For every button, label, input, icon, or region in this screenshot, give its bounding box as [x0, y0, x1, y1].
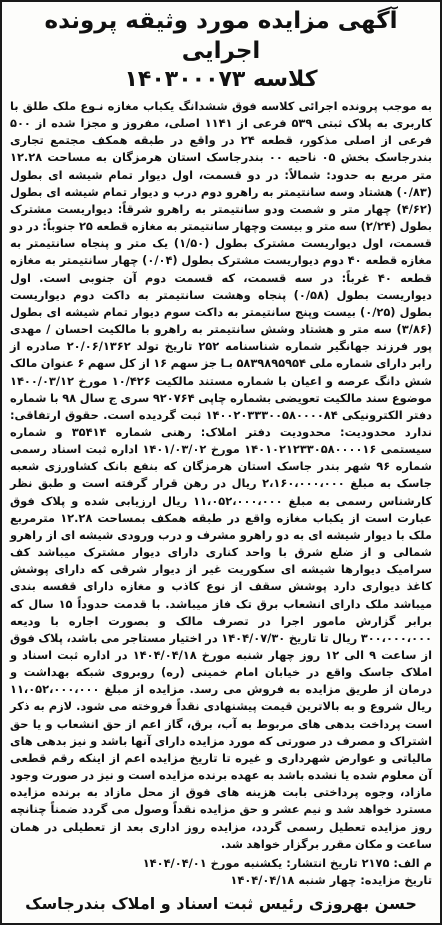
signature-line: حسن بهروزی رئیس ثبت اسناد و املاک بندرجاسک	[25, 894, 417, 913]
publication-line: م الف: ۲۱۷۵ تاریخ انتشار: یکشنبه مورخ ۱۴۰۴/۰۴/۰۱	[142, 855, 432, 870]
auction-date-line: تاریخ مزایده: چهار شنبه ۱۴۰۴/۰۴/۱۸	[230, 872, 432, 887]
notice-title: آگهی مزایده مورد وثیقه پرونده اجرایی	[44, 8, 398, 64]
publication-info	[10, 855, 432, 889]
file-number: کلاسه ۱۴۰۳۰۰۰۷۳	[124, 67, 318, 92]
notice-body: به موجب پرونده اجرائی کلاسه فوق ششدانگ یکباب مغازه نـوع ملک طلق با کاربری به پلاک ثبتی ۵۳۹ فرعی از ۱۱۴۱ اصلی، مفروز و مجزا شده از ۵۰۰ فرعی از اصلی مذکور، قطعه ۲۴ در واقع در طبقه همکف مجتمع تجاری بندرجاسک بخش ۰۵ ناحیه ۰۰ بندرجاسک استان هرمزگان به مساحت ۱۲.۲۸ متر مربع به حدود: شمالاً: در دو قسمت، اول دیوار تمام شیشه ای بطول (۰/۸۳) هشتاد وسه سانتیمتر به راهرو دوم درب و دیوار تمام شیشه ای بطول (۴/۶۲) چهار متر و شصت ودو سانتیمتر به راهرو شرقاً: دیواریست مشترک بطول (۲/۲۴) سه متر و بیست وچهار سانتیمتر به مغازه قطعه ۲۵ جنوباً: در دو قسمت، اول دیواریست مشترک بطول (۱/۵۰) یک متر و پنجاه سانتیمتر به مغازه قطعه ۴۰ دوم دیواریست مشترک بطول (۰/۰۴) چهار سانتیمتر به مغازه قطعه ۴۰ غرباً: در سه قسمت، که قسمت دوم آن جنوبی است. اول دیواریست بطول (۰/۵۸) پنجاه وهشت سانتیمتر به داکت دوم دیواریست بطول (۰/۲۵) بیست وپنج سانتیمتر به داکت سوم دیوار تمام شیشه ای بطول (۳/۸۶) سه متر و هشتاد وشش سانتیمتر به راهرو با مالکیت احسان / مهدی پور فرزند جهانگیر شماره شناسنامه ۲۵۲ تاریخ تولد ۲۰/۰۶/۱۳۶۲ صادره از رابر دارای شماره ملی ۵۸۳۹۸۹۵۹۵۴ بـا جز سهم ۱۶ از کل سهم ۶ عنوان مالک شش دانگ عرصه و اعیان با شماره مستند مالکیت ۱۰/۴۲۶ مورخ ۱۴۰۰/۰۳/۱۲ موضوع سند مالکیت تعویضی بشماره چاپی ۹۲۰۷۶۴ سری ج سال ۹۸ با شماره دفتر الکترونیکی ۱۴۰۰۲۰۳۳۳۰۰۵۸۰۰۰۰۸۴ ثبت گردیده است. حقوق ارتفاقی: ندارد محدودیت: محدودیت دفتر املاک: رهنی شماره ۳۵۴۱۴ و شماره سیستمی ۱۴۰۱۰۲۱۲۳۳۰۵۸۰۰۰۰۱۶ مورخ ۱۴۰۱/۰۳/۰۲ اداره ثبت اسناد رسمی شماره ۹۶ شهر بندر جاسک استان هرمزگان که بنفع بانک کشاورزی شعبه جاسک به مبلغ ۲،۱۶۰،۰۰۰،۰۰۰ ریال در رهن قرار گرفته است و طبق نظر کارشناس رسمی به مبلغ ۱۱،۰۵۲،۰۰۰،۰۰۰ ریال ارزیابی شده و پلاک فوق عبارت است از یکباب مغازه واقع در طبقه همکف بمساحت ۱۲.۲۸ مترمربع ملک با دیوار شیشه ای به دو راهرو مشرف و درب ورودی شیشه ای از راهرو شمالی و از ضلع شرق با واحد کناری دارای دیوار مشترک میباشد کف سرامیک دیوارها شیشه ای سکوریت غیر از دیوار شرقی که دارای پوشش کاغذ دیواری دارد پوشش سقف از نوع کاذب و مغازه دارای قفسه بندی میباشد ملک دارای انشعاب برق تک فاز میباشد. با قدمت حدوداً ۱۵ سال که برابر گزارش مامور اجرا در تصرف مالک و بصورت اجاره با ودیعه ۳۰۰،۰۰۰،۰۰۰ ریال تا تاریخ ۱۴۰۴/۰۷/۳۰ در اختیار مستاجر می باشد، پلاک فوق از ساعت ۹ الی ۱۲ روز چهار شنبه مورخ ۱۴۰۴/۰۴/۱۸ در اداره ثبت اسناد و املاک جاسک واقع در خیابان امام خمینی (ره) روبروی شبکه بهداشت و درمان از طریق مزایده به فروش می رسد. مزایده از مبلغ ۱۱،۰۵۲،۰۰۰،۰۰۰ ریال شروع و به بالاترین قیمت پیشنهادی نقداً فروخته می شود. لازم به ذکر است پرداخت بدهی های مربوط به آب، برق، گاز اعم از حق انشعاب و یا حق اشتراک و مصرف در صورتی که مورد مزایده دارای آنها باشد و نیز بدهی های مالیاتی و عوارض شهرداری و غیره تا تاریخ مزایده اعم از اینکه رقم قطعی آن معلوم شده یا نشده باشد به عهده برنده مزایده است و نیز در صورت وجود مازاد، وجوه پرداختی بابت هزینه های فوق از محل مازاد به برنده مزایده مسترد خواهد شد و نیم عشر و حق مزایده نقداً وصول می گردد ضمناً چنانچه روز مزایده تعطیل رسمی گردد، مزایده روز اداری بعد از تعطیلی در همان ساعت و مکان مقرر برگزار خواهد شد.	[10, 99, 433, 851]
